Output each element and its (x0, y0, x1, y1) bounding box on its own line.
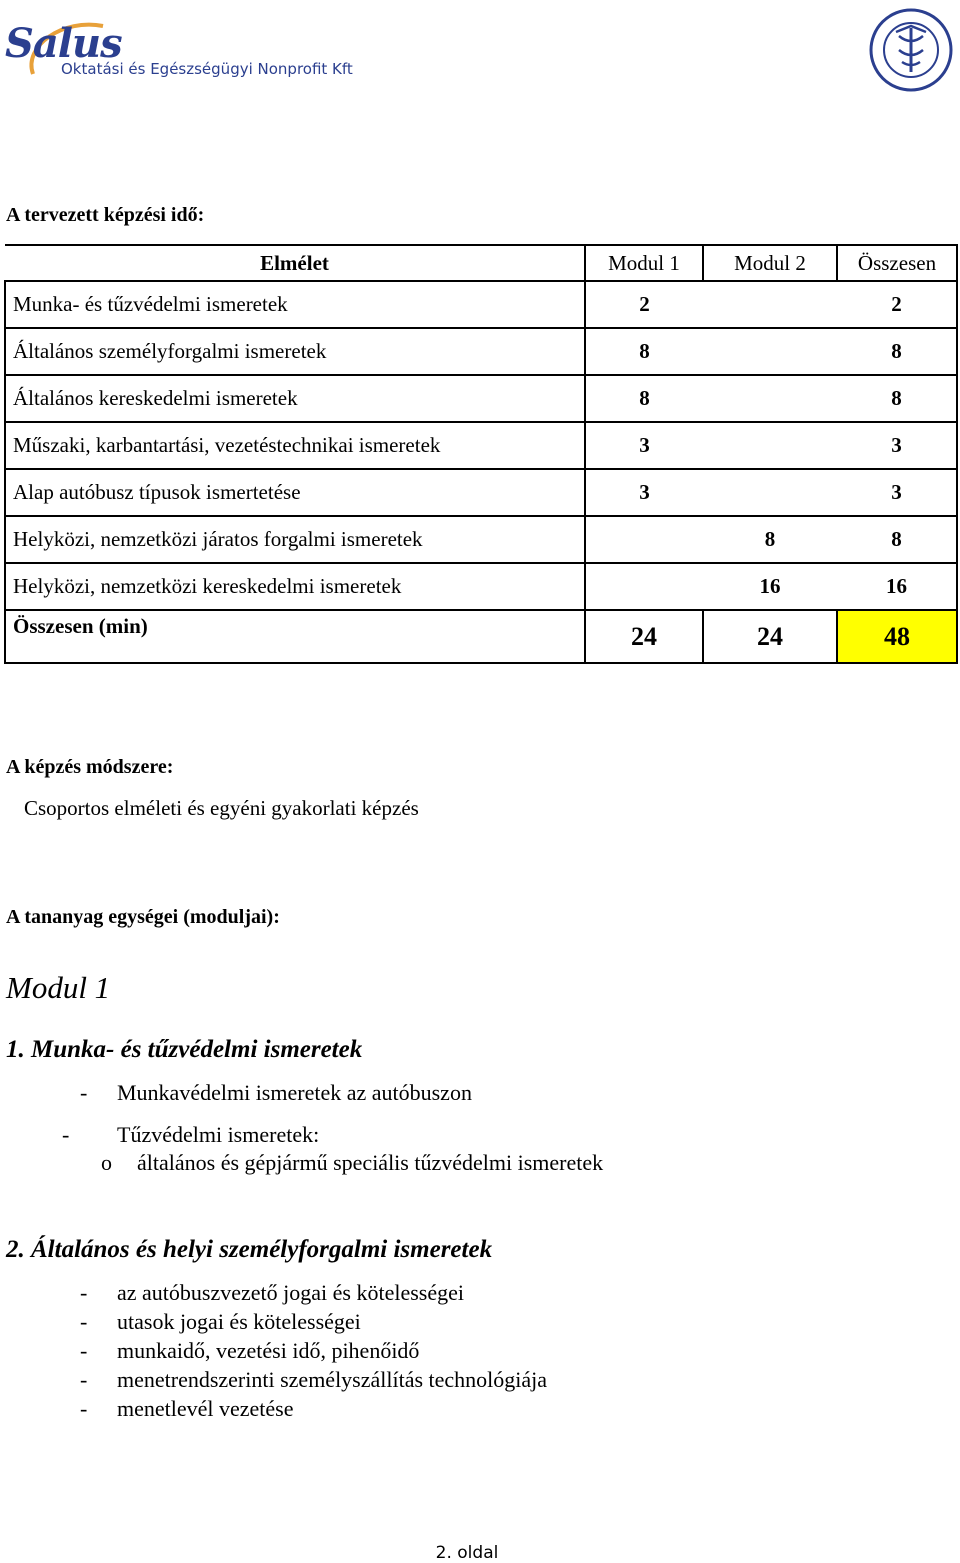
list-item-text: menetrendszerinti személyszállítás technológiája (117, 1367, 548, 1392)
header-theory: Elmélet (5, 245, 585, 281)
table-row (5, 516, 957, 563)
row-total: 3 (837, 469, 957, 516)
subsection-1-title: 1. Munka- és tűzvédelmi ismeretek (6, 1036, 363, 1063)
table-header-row (5, 245, 957, 281)
row-m2 (703, 422, 837, 469)
method-heading: A képzés módszere: (6, 756, 174, 778)
grand-total: 48 (837, 610, 957, 663)
table-row (5, 328, 957, 375)
row-label: Helyközi, nemzetközi járatos forgalmi ismeretek (5, 516, 585, 563)
list-item-text: Munkavédelmi ismeretek az autóbuszon (117, 1080, 472, 1105)
page-number: 2. oldal (435, 1543, 499, 1563)
units-heading: A tananyag egységei (moduljai): (6, 906, 280, 928)
row-m1: 3 (585, 469, 703, 516)
row-label: Műszaki, karbantartási, vezetéstechnikai ismeretek (5, 422, 585, 469)
list-item-text: menetlevél vezetése (117, 1396, 294, 1421)
list-item-text: általános és gépjármű speciális tűzvédelmi ismeretek (137, 1150, 604, 1175)
row-total: 3 (837, 422, 957, 469)
row-m2 (703, 281, 837, 328)
training-time-table (4, 244, 958, 664)
list-dash: - (80, 1309, 88, 1334)
row-m2: 8 (703, 516, 837, 563)
total-m2: 24 (703, 610, 837, 663)
row-m2 (703, 328, 837, 375)
total-label: Összesen (min) (5, 610, 585, 663)
logo-word: Salus (5, 20, 122, 67)
row-label: Helyközi, nemzetközi kereskedelmi ismeretek (5, 563, 585, 610)
method-text: Csoportos elméleti és egyéni gyakorlati képzés (24, 796, 419, 820)
list-dash: - (80, 1280, 88, 1305)
row-total: 8 (837, 328, 957, 375)
list-dash: - (80, 1080, 88, 1105)
list-dash: - (62, 1122, 70, 1147)
row-m1: 8 (585, 375, 703, 422)
table-row (5, 563, 957, 610)
row-m2 (703, 375, 837, 422)
list-item-text: munkaidő, vezetési idő, pihenőidő (117, 1338, 420, 1363)
list-dash: - (80, 1396, 88, 1421)
table-row (5, 375, 957, 422)
salus-logo (5, 14, 385, 86)
row-total: 8 (837, 516, 957, 563)
list-dash: - (80, 1367, 88, 1392)
row-label: Munka- és tűzvédelmi ismeretek (5, 281, 585, 328)
row-m2: 16 (703, 563, 837, 610)
row-m1: 3 (585, 422, 703, 469)
table-total-row (5, 610, 957, 663)
row-m1 (585, 516, 703, 563)
row-m2 (703, 469, 837, 516)
row-label: Általános kereskedelmi ismeretek (5, 375, 585, 422)
table-row (5, 469, 957, 516)
list-item-text: utasok jogai és kötelességei (117, 1309, 361, 1334)
row-m1 (585, 563, 703, 610)
row-label: Általános személyforgalmi ismeretek (5, 328, 585, 375)
row-total: 8 (837, 375, 957, 422)
header-total: Összesen (837, 245, 957, 281)
row-m1: 2 (585, 281, 703, 328)
subsection-2-title: 2. Általános és helyi személyforgalmi ismeretek (6, 1236, 493, 1263)
row-m1: 8 (585, 328, 703, 375)
table-row (5, 281, 957, 328)
row-label: Alap autóbusz típusok ismertetése (5, 469, 585, 516)
table-row (5, 422, 957, 469)
list-item-text: Tűzvédelmi ismeretek: (117, 1122, 320, 1147)
header-module-2: Modul 2 (703, 245, 837, 281)
chamber-seal-icon (866, 6, 956, 94)
total-m1: 24 (585, 610, 703, 663)
header-module-1: Modul 1 (585, 245, 703, 281)
row-total: 2 (837, 281, 957, 328)
list-dash: - (80, 1338, 88, 1363)
training-time-heading: A tervezett képzési idő: (6, 204, 205, 226)
list-bullet: o (101, 1150, 112, 1175)
row-total: 16 (837, 563, 957, 610)
list-item-text: az autóbuszvezető jogai és kötelességei (117, 1280, 464, 1305)
logo-tagline: Oktatási és Egészségügyi Nonprofit Kft (61, 60, 353, 78)
module-title: Modul 1 (6, 970, 111, 1005)
